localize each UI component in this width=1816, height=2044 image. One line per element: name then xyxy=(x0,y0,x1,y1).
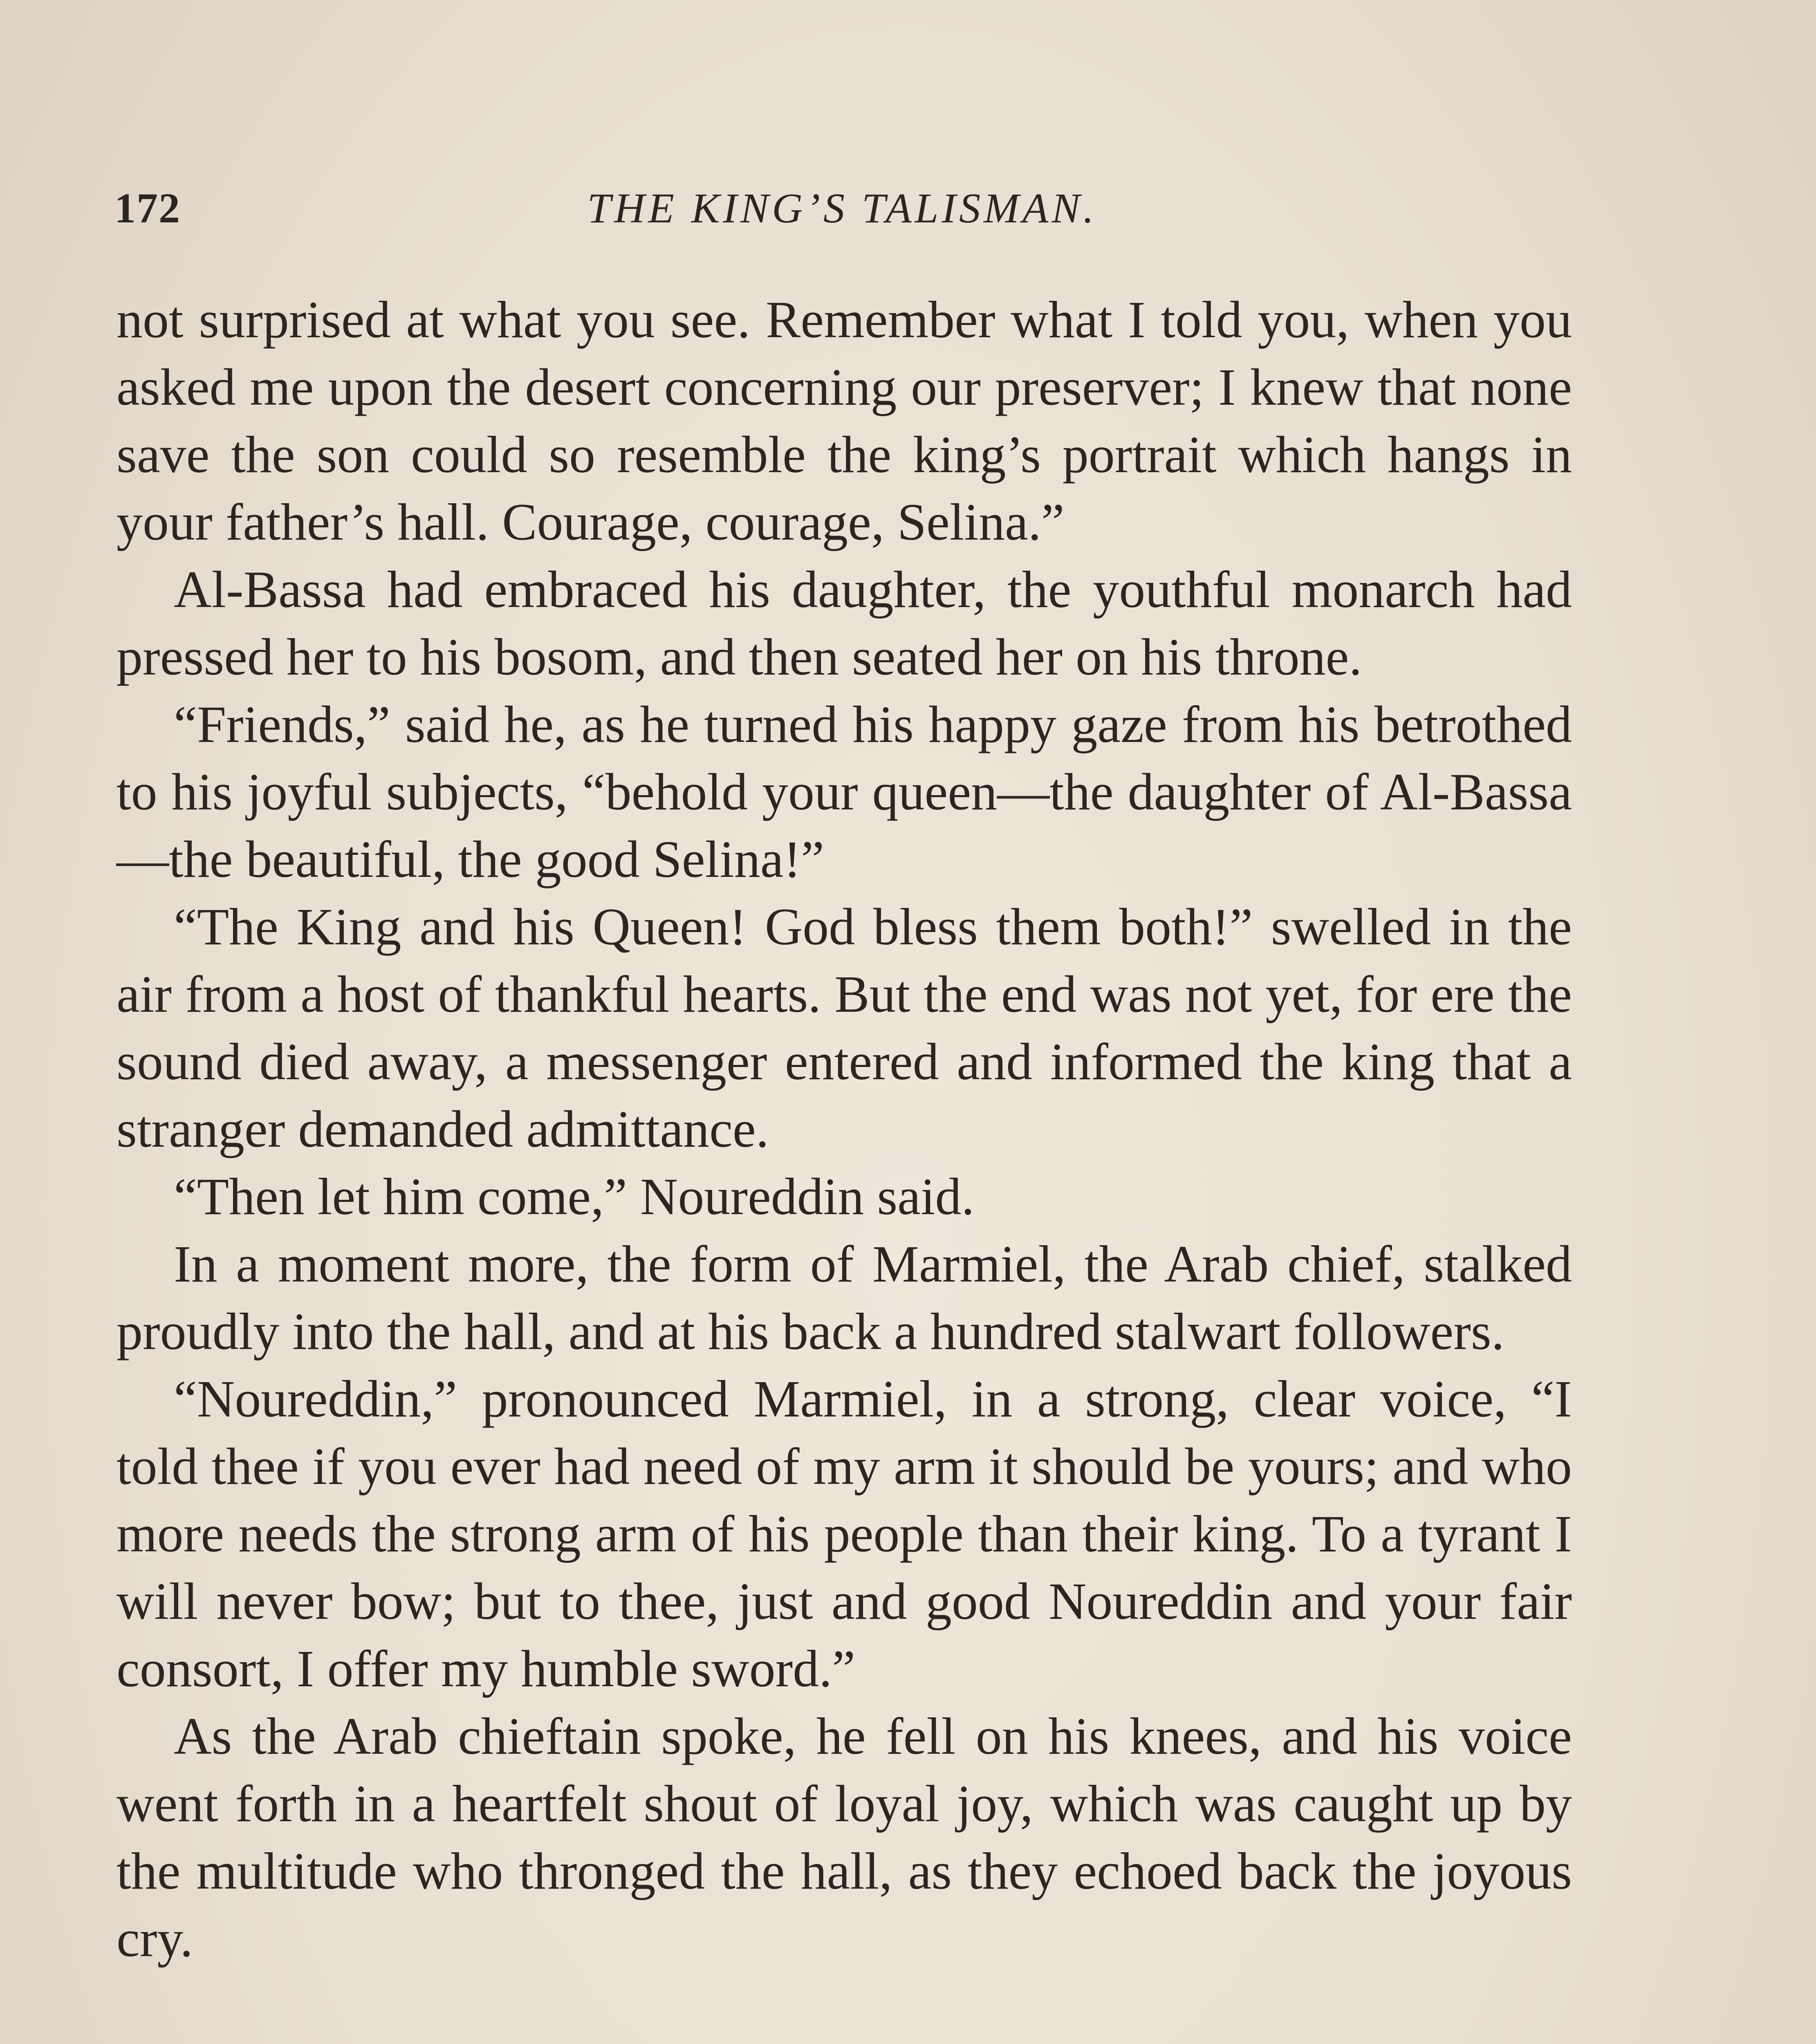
paragraph: “The King and his Queen! God bless them both!” swelled in the air from a host of thankful hearts. But the end was not yet, for ere the sound died away, a messenger entered and informed the king that a stranger demanded admittance. xyxy=(117,898,1572,1158)
body-text xyxy=(117,286,1572,1972)
paragraph: Al-Bassa had embraced his daughter, the youthful monarch had pressed her to his bosom, and then seated her on his throne. xyxy=(117,560,1572,686)
paragraph: not surprised at what you see. Remember what I told you, when you asked me upon the desert concerning our preserver; I knew that none save the son could so resemble the king’s portrait which hangs in your father’s hall. Courage, courage, Selina.” xyxy=(117,291,1572,551)
paragraph: “Noureddin,” pronounced Marmiel, in a strong, clear voice, “I told thee if you ever had need of my arm it should be yours; and who more needs the strong arm of his people than their king. To a tyrant I will never bow; but to thee, just and good Noureddin and your fair consort, I offer my humble sword.” xyxy=(117,1370,1572,1698)
paragraph: As the Arab chieftain spoke, he fell on his knees, and his voice went forth in a heartfelt shout of loyal joy, which was caught up by the multitude who thronged the hall, as they echoed back the joyous cry. xyxy=(117,1707,1572,1968)
paragraph: “Friends,” said he, as he turned his happy gaze from his betrothed to his joyful subjects, “behold your queen—the daughter of Al-Bassa—the beautiful, the good Selina!” xyxy=(117,695,1572,888)
page-number: 172 xyxy=(114,185,181,232)
paragraph: “Then let him come,” Noureddin said. xyxy=(174,1168,975,1226)
running-title: THE KING’S TALISMAN. xyxy=(587,185,1097,232)
paragraph: In a moment more, the form of Marmiel, the Arab chief, stalked proudly into the hall, and at his back a hundred stalwart followers. xyxy=(117,1235,1572,1360)
page-header xyxy=(106,184,1578,249)
